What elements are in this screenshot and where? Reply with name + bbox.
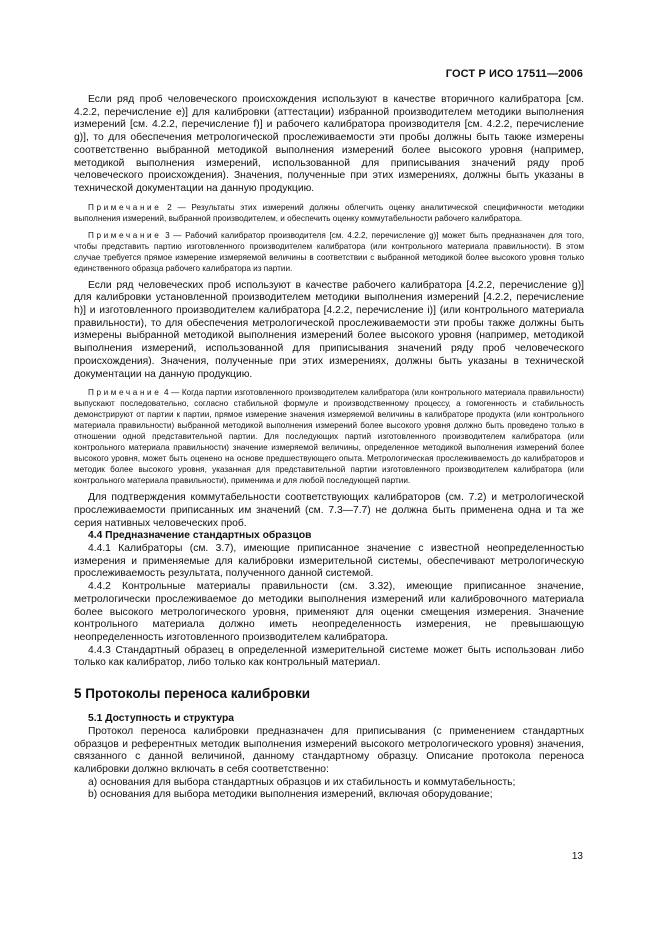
section-4-4-heading: 4.4 Предназначение стандартных образцов (88, 530, 312, 542)
standard-header: ГОСТ Р ИСО 17511—2006 (445, 68, 583, 80)
note-2 (74, 202, 584, 224)
note-label: Примечание (88, 202, 162, 212)
list-item: b) основания для выбора методики выполнения измерений, включая оборудование; (88, 789, 493, 801)
paragraph-4-4-2: 4.4.2 Контрольные материалы правильности (см. 3.32), имеющие приписанное значение, метрологически прослеживаемое до методики выполнения измерений или калибровочного материала более высокого метрологического уровня, применяют для оценки смещения измерения. Значение контрольного материала должно иметь неопределенность измерения, не превышающую неопределенность изготовленного производителем калибратора. (74, 581, 584, 643)
note-text: 2 — Результаты этих измерений должны облегчить оценку аналитической специфичности методики выполнения измерений, выбранной производителем, и обеспечить оценку коммутабельности рабочего калибратора. (74, 202, 584, 223)
paragraph: Если ряд человеческих проб используют в качестве рабочего калибратора [4.2.2, перечисление g)] для калибровки установленной производителем методики выполнения измерений [4.2.2, перечисление h)] и изготовленного производителем калибратора [4.2.2, перечисление i)] (или контрольного материала правильности), то для обеспечения метрологической прослеживаемости эти пробы также должны быть измерены выбранной методикой выполнения измерений более высокого уровня (например, методикой выполнения измерений, использованной для приписывания значений ряду проб человеческого происхождения). Значения, полученные при этих измерениях, должны быть указаны в технической документации на данную продукцию. (74, 279, 584, 380)
section-5-heading: 5 Протоколы переноса калибровки (74, 686, 311, 702)
list-item: a) основания для выбора стандартных образцов и их стабильность и коммутабельность; (88, 776, 516, 788)
page-number: 13 (571, 851, 583, 862)
section-5-1-heading: 5.1 Доступность и структура (88, 713, 234, 725)
note-3 (74, 230, 584, 274)
note-label: Примечание (88, 388, 162, 398)
note-label: Примечание (88, 230, 162, 240)
paragraph: Если ряд проб человеческого происхождения используют в качестве вторичного калибратора [см. 4.2.2, перечисление e)] для калибровки (аттестации) избранной производителем методики выполнения измерений [см. 4.2.2, перечисление f)] и рабочего калибратора производителя [см. 4.2.2, перечисление g)], то для обеспечения метрологической прослеживаемости эти пробы должны быть также измерены соответственно выбранной методикой выполнения измерений более высокого уровня (например, методикой выполнения измерений, использованной для приписывания значений ряду проб человеческого происхождения). Значения, полученные при этих измерениях, должны быть указаны в технической документации на данную продукцию. (74, 94, 584, 194)
paragraph-5-1: Протокол переноса калибровки предназначен для приписывания (с применением стандартных образцов и референтных методик выполнения измерений высокого метрологического уровня) значения, связанного с данной величиной, данному стандартному образцу. Описание протокола переноса калибровки должно включать в себя соответственно: (74, 725, 584, 775)
paragraph-4-4-3: 4.4.3 Стандартный образец в определенной измерительной системе может быть использован либо только как калибратор, либо только как контрольный материал. (74, 644, 584, 669)
note-text: 3 — Рабочий калибратор производителя [см. 4.2.2, перечисление g)] может быть предназначен для того, чтобы представить партию изготовленного производителем калибратора (или контрольного материала правильности). В этом случае требуется прямое измерение измеряемой величины в соответствии с выбранной методикой более высокого уровня только единственного образца рабочего калибратора из партии. (74, 230, 584, 273)
paragraph-4-4-1: 4.4.1 Калибраторы (см. 3.7), имеющие приписанное значение с известной неопределенностью измерения и применяемые для калибровки измерительной системы, обеспечивают метрологическую прослеживаемость результата, полученного данной системой. (74, 543, 584, 580)
page-content (74, 94, 584, 802)
note-4 (74, 387, 584, 486)
note-text: 4 — Когда партии изготовленного производителем калибратора (или контрольного материала правильности) выпускают последовательно, согласно стабильной формуле и производственному процессу, а гомогенность и стабильность демонстрируют от партии к партии, прямое измерение значения измеряемой величины в калибраторе продукта (или контрольного материала правильности) выбранной методикой выполнения измерений более высокого уровня должно быть проведено только в отношении одной представительной партии. Для последующих партий изготовленного производителем калибратора (или контрольного материала правильности) значение измеряемой величины, определенное методикой выполнения измерений более высокого уровня, может быть оценено на основе предшествующего опыта. Метрологическая прослеживаемость до калибраторов и методик более высокого уровня, указанная для представительной партии изготовленного производителем калибратора (или контрольного материала правильности), применима и для любой последующей партии. (74, 388, 584, 486)
paragraph: Для подтверждения коммутабельности соответствующих калибраторов (см. 7.2) и метрологической прослеживаемости приписанных им значений (см. 7.3—7.7) не должна быть применена одна и та же серия нативных человеческих проб. (74, 492, 584, 529)
